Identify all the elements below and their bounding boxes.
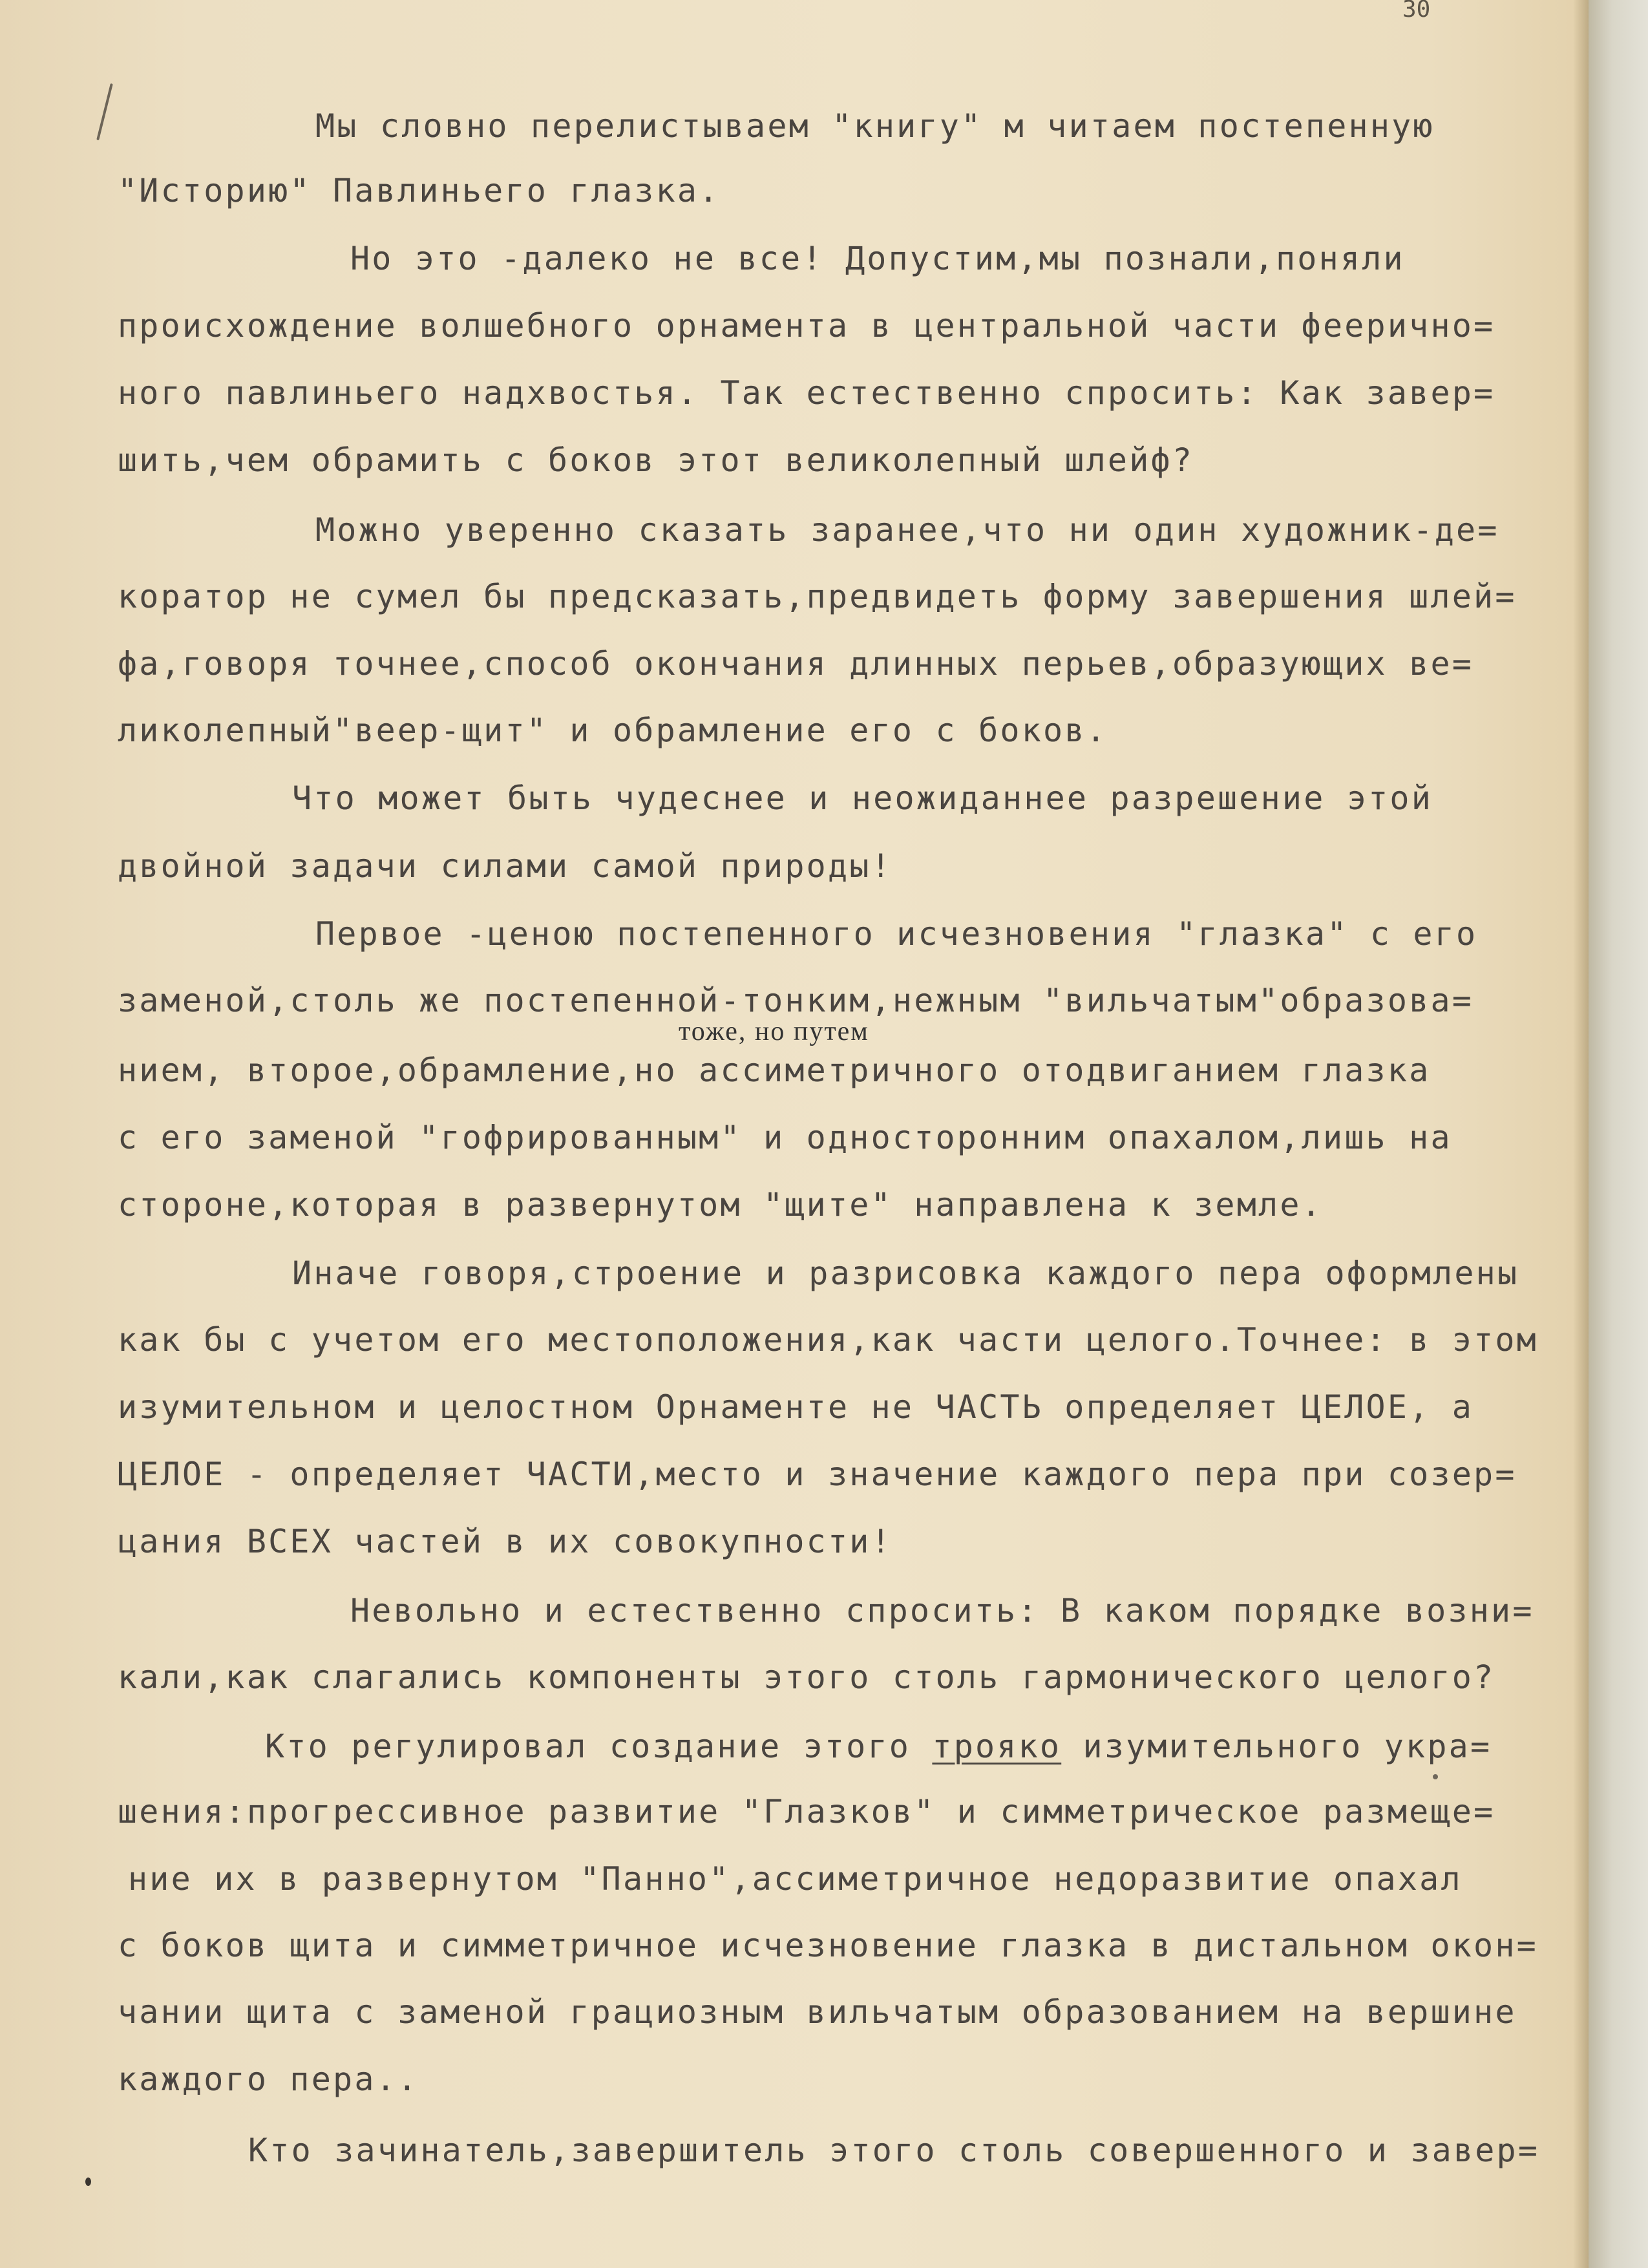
text-line: Кто зачинатель,завершитель этого столь совершенного и завер=: [248, 2132, 1540, 2169]
text-line: Что может быть чудеснее и неожиданнее разрешение этой: [292, 779, 1433, 817]
text-line: с боков щита и симметричное исчезновение глазка в дистальном окон=: [118, 1927, 1538, 1964]
text-line: ного павлиньего надхвостья. Так естественно спросить: Как завер=: [118, 374, 1495, 412]
text-line: Иначе говоря,строение и разрисовка каждого пера оформлены: [292, 1255, 1519, 1292]
text-line: ние их в развернутом "Панно",ассиметричное недоразвитие опахал: [128, 1860, 1463, 1898]
text-line: шения:прогрессивное развитие "Глазков" и симметрическое размеще=: [118, 1793, 1495, 1830]
page-edge-shadow: [1573, 0, 1589, 2268]
background-backing: [1589, 0, 1648, 2268]
text-line: нием, второе,обрамление,но ассиметричного отодвиганием глазка: [118, 1052, 1431, 1089]
text-line: кали,как слагались компоненты этого столь гармонического целого?: [118, 1659, 1495, 1696]
text-line: ликолепный"веер-щит" и обрамление его с боков.: [118, 712, 1108, 749]
text-line: с его заменой "гофрированным" и односторонним опахалом,лишь на: [118, 1119, 1452, 1156]
text-segment: Кто регулировал создание этого: [265, 1728, 933, 1765]
text-line: "Историю" Павлиньего глазка.: [118, 172, 721, 209]
text-line: цания ВСЕХ частей в их совокупности!: [118, 1523, 893, 1560]
text-line: коратор не сумел бы предсказать,предвидеть форму завершения шлей=: [118, 578, 1517, 615]
text-segment: изумительного укра=: [1061, 1728, 1492, 1765]
text-line: шить,чем обрамить с боков этот великолепный шлейф?: [118, 441, 1194, 479]
text-line: заменой,столь же постепенной-тонким,нежным "вильчатым"образова=: [118, 982, 1474, 1019]
text-line: [265, 1727, 1492, 1766]
text-line: Первое -ценою постепенного исчезновения "глазка" с его: [315, 915, 1478, 953]
text-line: изумительном и целостном Орнаменте не ЧАСТЬ определяет ЦЕЛОЕ, а: [118, 1388, 1474, 1426]
text-line: фа,говоря точнее,способ окончания длинных перьев,образующих ве=: [118, 645, 1474, 683]
ink-spot: [1433, 1774, 1438, 1779]
text-line: происхождение волшебного орнамента в центральной части феерично=: [118, 307, 1495, 344]
text-line: Но это -далеко не все! Допустим,мы познали,поняли: [350, 240, 1405, 277]
text-line: каждого пера..: [118, 2061, 419, 2098]
text-line: двойной задачи силами самой природы!: [118, 847, 893, 885]
text-line: чании щита с заменой грациозным вильчатым образованием на вершине: [118, 1993, 1517, 2031]
ink-spot: [85, 2178, 91, 2186]
underlined-word: трояко: [932, 1728, 1062, 1765]
text-line: Невольно и естественно спросить: В каком порядке возни=: [350, 1592, 1534, 1629]
text-line: стороне,которая в развернутом "щите" направлена к земле.: [118, 1186, 1323, 1224]
text-line: Мы словно перелистываем "книгу" м читаем постепенную: [315, 107, 1435, 145]
text-line: Можно уверенно сказать заранее,что ни один художник-де=: [315, 511, 1499, 549]
handwritten-insertion: тоже, но путем: [679, 1017, 869, 1046]
text-line: ЦЕЛОЕ - определяет ЧАСТИ,место и значение каждого пера при созер=: [118, 1456, 1517, 1493]
text-line: как бы с учетом его местоположения,как части целого.Точнее: в этом: [118, 1321, 1538, 1359]
page-number: 30: [1402, 0, 1431, 23]
